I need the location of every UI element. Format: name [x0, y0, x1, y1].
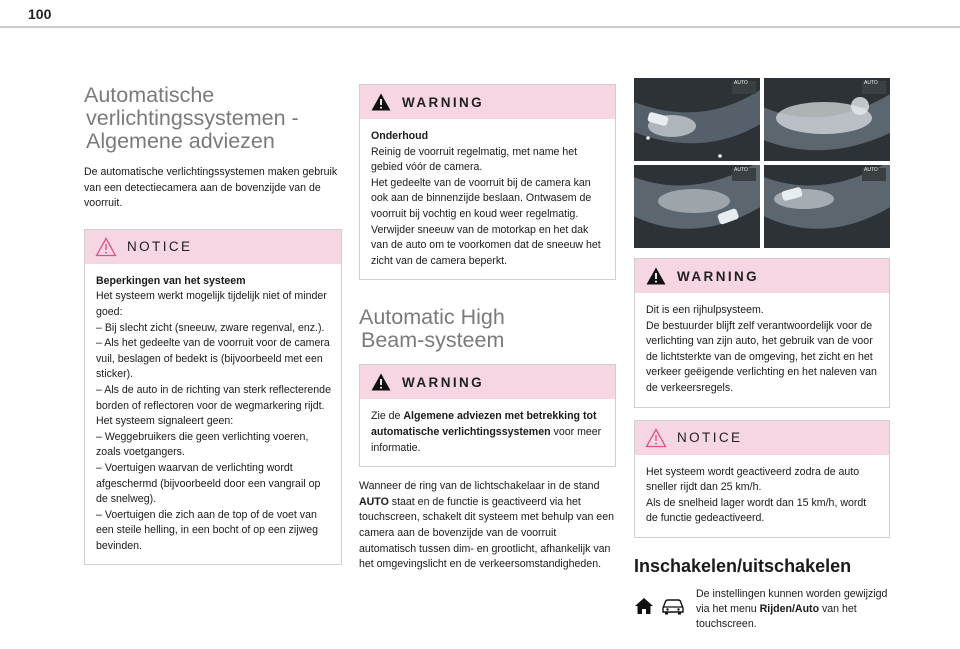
- warning-box-reference: [359, 364, 616, 467]
- warning-box-header: [360, 365, 615, 399]
- notice-line: Het systeem wordt geactiveerd zodra de auto sneller rijdt dan 25 km/h.: [646, 465, 860, 494]
- warning-heading: Onderhoud: [371, 130, 429, 142]
- warning-triangle-icon: [370, 92, 392, 112]
- warning-label: WARNING: [402, 374, 485, 390]
- warning-box-body: [360, 119, 615, 279]
- illustration-oncoming-vehicle: [634, 165, 760, 248]
- notice-box-limitations: [84, 229, 342, 566]
- notice-line: – Voertuigen waarvan de verlichting wordt afgeschermd (bijvoorbeeld door een vangrail op de snelweg).: [96, 461, 321, 506]
- column-3: [634, 78, 890, 632]
- notice-line: Het systeem werkt mogelijk tijdelijk niet of minder goed:: [96, 290, 327, 318]
- notice-box-activation: [634, 420, 890, 538]
- warning-line: Dit is een rijhulpsysteem.: [646, 304, 764, 316]
- settings-text-part: van het touchscreen.: [696, 602, 857, 630]
- intro-text: De automatische verlichtingssystemen maken gebruik van een detectiecamera aan de bovenzijde van de voorruit.: [84, 166, 338, 210]
- menu-name: Rijden/Auto: [759, 602, 820, 615]
- notice-label: NOTICE: [127, 239, 193, 255]
- column-2: [359, 84, 616, 573]
- warning-label: WARNING: [677, 268, 760, 284]
- illustration-grid: [634, 78, 890, 248]
- settings-instruction: [634, 587, 890, 632]
- warning-line: Verwijder sneeuw van de motorkap en het dak van de auto om te voorkomen dat de sneeuw het zicht van de camera beperkt.: [371, 223, 601, 267]
- notice-line: – Voertuigen die zich aan de top of de voet van een steile helling, in een bocht of op een zijweg bevinden.: [96, 508, 319, 552]
- illustration-high-beam: [764, 78, 890, 161]
- notice-line: Het systeem signaleert geen:: [96, 415, 234, 428]
- body-text: staat en de functie is geactiveerd via het touchscreen, schakelt dit systeem met behulp van een camera aan de bovenzijde van de voorruit automatisch tussen dim- en grootlicht, afhankelijk van het omgevingslicht en de verkeersomstandigheden.: [359, 495, 614, 571]
- title-line: Automatische: [84, 83, 215, 107]
- section-title-general-advice: [84, 84, 342, 153]
- high-beam-description: [359, 479, 616, 573]
- auto-keyword: AUTO: [359, 495, 389, 508]
- settings-icons: [634, 597, 686, 615]
- subtitle-enable-disable: Inschakelen/uitschakelen: [634, 555, 852, 576]
- warning-box-body: [635, 293, 889, 407]
- notice-label: NOTICE: [677, 430, 743, 446]
- column-1: [84, 84, 342, 565]
- warning-triangle-icon: [645, 266, 667, 286]
- illustration-badge: AUTO: [734, 80, 748, 86]
- notice-heading: Beperkingen van het systeem: [96, 274, 246, 287]
- car-icon: [660, 597, 686, 615]
- warning-box-maintenance: [359, 84, 616, 280]
- illustration-badge: AUTO: [864, 80, 878, 86]
- notice-triangle-icon: [645, 428, 667, 448]
- illustration-dim-light: [634, 78, 760, 161]
- page-number: 100: [28, 6, 52, 22]
- notice-triangle-icon: [95, 237, 117, 257]
- notice-box-header: [635, 421, 889, 455]
- warning-box-driver-assistance: [634, 258, 890, 408]
- warning-text: Zie de: [371, 410, 404, 423]
- notice-line: – Als de auto in de richting van sterk reflecterende borden of reflectoren voor de wegmarkering rijdt.: [96, 383, 331, 412]
- settings-text: [696, 587, 890, 632]
- header-rule: [0, 26, 960, 28]
- title-line: verlichtingssystemen -: [86, 106, 299, 130]
- warning-line: Reinig de voorruit regelmatig, met name het gebied vóór de camera.: [371, 145, 578, 174]
- illustration-badge: AUTO: [734, 167, 748, 173]
- warning-triangle-icon: [370, 372, 392, 392]
- title-line: Algemene adviezen: [86, 129, 275, 153]
- title-line: Automatic High: [359, 305, 505, 330]
- home-icon: [634, 597, 654, 615]
- section-title-high-beam: [359, 306, 616, 352]
- warning-label: WARNING: [402, 94, 485, 110]
- title-line: Beam-systeem: [361, 328, 505, 353]
- notice-line: – Bij slecht zicht (sneeuw, zware regenval, enz.).: [96, 321, 325, 334]
- warning-line: Het gedeelte van de voorruit bij de camera kan ook aan de binnenzijde beslaan. Ontwasem de voorruit bij vochtig en koud weer regelmatig.: [371, 176, 592, 220]
- notice-box-body: [85, 264, 341, 565]
- notice-box-body: [635, 455, 889, 537]
- warning-line: De bestuurder blijft zelf verantwoordelijk voor de verlichting van zijn auto, het gebruik van de voor de lichtsterkte van de omgeving, het zicht en het verkeer geëigende verlichting en het naleven van de verkeersregels.: [646, 319, 877, 394]
- warning-text: voor meer informatie.: [371, 425, 602, 454]
- settings-text-part: De instellingen kunnen worden gewijzigd via het menu: [696, 587, 888, 615]
- notice-line: – Weggebruikers die geen verlichting voeren, zoals voetgangers.: [96, 430, 309, 459]
- warning-link-text: Algemene adviezen met betrekking tot automatische verlichtingssystemen: [371, 410, 597, 438]
- illustration-badge: AUTO: [864, 167, 878, 173]
- illustration-vehicle-ahead: [764, 165, 890, 248]
- warning-box-header: [635, 259, 889, 293]
- notice-line: Als de snelheid lager wordt dan 15 km/h, wordt de functie gedeactiveerd.: [646, 496, 867, 525]
- warning-box-header: [360, 85, 615, 119]
- body-text: Wanneer de ring van de lichtschakelaar in de stand: [359, 480, 600, 493]
- notice-box-header: [85, 230, 341, 264]
- warning-box-body: [360, 399, 615, 466]
- notice-line: – Als het gedeelte van de voorruit voor de camera vuil, beslagen of bedekt is (bijvoorbeeld met een sticker).: [96, 337, 330, 381]
